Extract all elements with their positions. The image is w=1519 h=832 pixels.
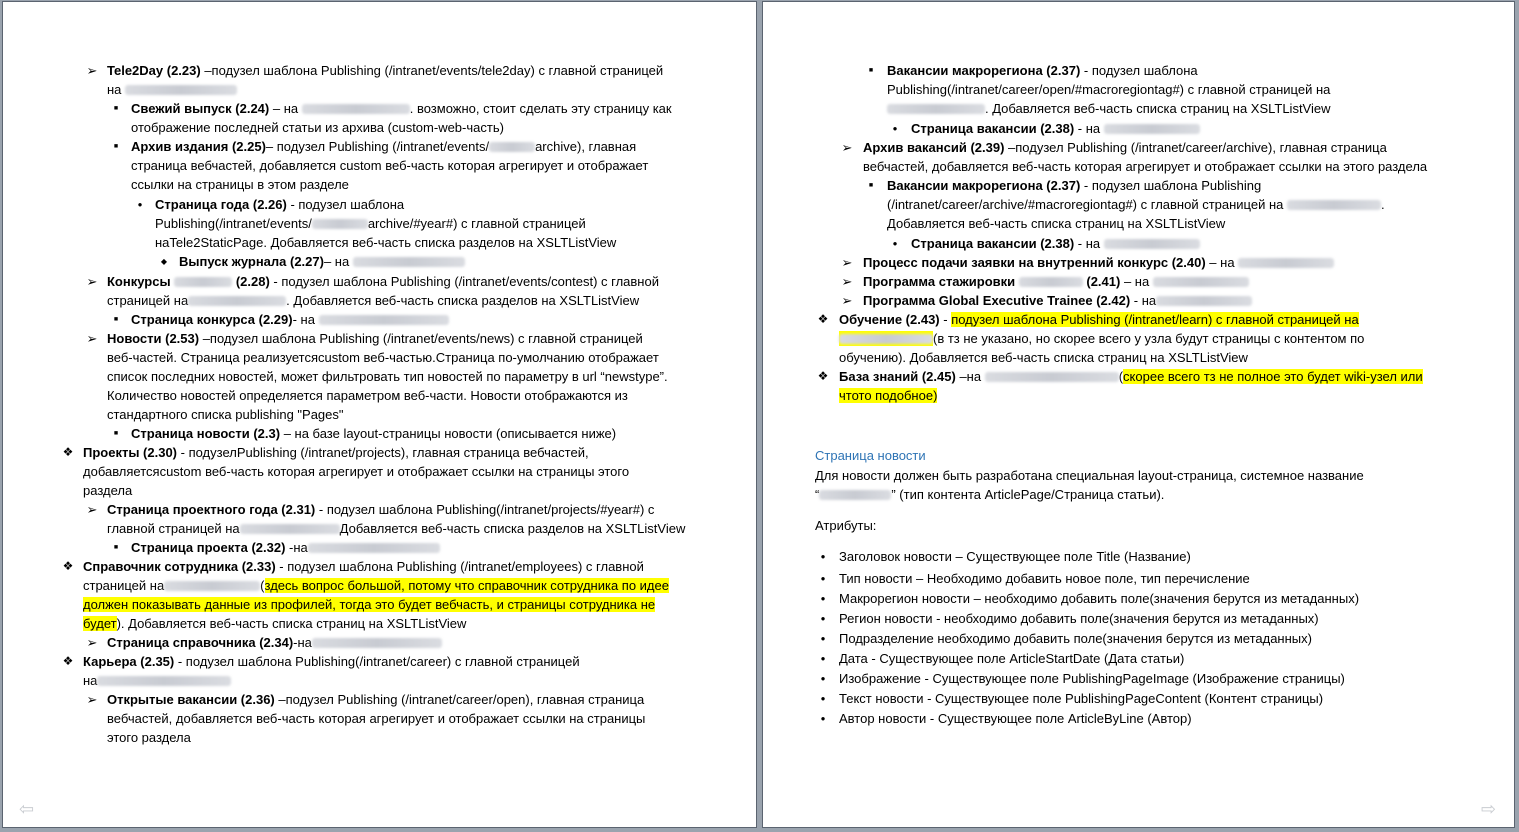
redacted-text	[887, 104, 985, 114]
redacted-text	[308, 543, 440, 553]
dot-bullet-icon	[816, 649, 830, 668]
redacted-text	[1156, 296, 1252, 306]
list-item-cont: будет). Добавляется веб-часть списка страниц на XSLTListView	[83, 616, 467, 631]
list-item-cont: отображение последней статьи из архива (custom-web-часть)	[131, 120, 504, 135]
dot-bullet-icon	[816, 669, 830, 688]
dot-bullet-icon	[816, 609, 830, 628]
redacted-text	[174, 277, 232, 287]
redacted-text	[1153, 277, 1249, 287]
list-item: Вакансии макрорегиона (2.37) - подузел шаблона	[887, 63, 1198, 78]
highlighted-text: здесь вопрос большой, потому что справочник сотрудника по идее	[264, 578, 669, 593]
dot-bullet-icon	[816, 689, 830, 708]
diamond-star-bullet-icon	[61, 557, 75, 576]
list-item-cont: ссылки на страницы в этом разделе	[131, 177, 349, 192]
list-item: Страница проектного года (2.31) - подузел шаблона Publishing(/intranet/projects/#year#) с	[107, 502, 655, 517]
list-item: Вакансии макрорегиона (2.37) - подузел шаблона Publishing	[887, 178, 1262, 193]
document-page-left	[2, 1, 757, 828]
list-item: Выпуск журнала (2.27)– на	[179, 252, 465, 271]
list-item-cont: добавляетсяcustom веб-часть которая агрегирует и отображает ссылки на страницы этого	[83, 464, 630, 479]
list-item-cont: страницей на . Добавляется веб-часть списка разделов на XSLTListView	[107, 293, 640, 308]
arrow-bullet-icon	[85, 272, 99, 292]
list-item: Регион новости - необходимо добавить поле(значения берутся из метаданных)	[839, 611, 1319, 626]
redacted-text	[188, 296, 286, 306]
arrow-bullet-icon	[840, 272, 854, 292]
document-page-right	[762, 1, 1515, 828]
list-item-cont: наTele2StaticPage. Добавляется веб-часть списка разделов на XSLTListView	[155, 235, 617, 250]
list-item-cont: веб-частей. Страница реализуетсяcustom веб-частью.Страница по-умолчанию отображает	[107, 350, 659, 365]
redacted-text	[164, 581, 260, 591]
diamond-star-bullet-icon	[61, 652, 75, 671]
list-item-cont: список последних новостей, может фильтровать тип новостей по параметру в url “newstype”.	[107, 369, 668, 384]
square-bullet-icon	[109, 137, 123, 156]
dot-bullet-icon	[888, 234, 902, 253]
list-item-cont: Publishing(/intranet/career/open/#macroregiontag#) с главной страницей на	[887, 82, 1331, 97]
list-item-cont: вебчастей, добавляется веб-часть которая агрегирует и отображает ссылки на этого раздела	[863, 159, 1428, 174]
section-heading: Страница новости	[815, 448, 926, 463]
redacted-text	[489, 142, 535, 152]
arrow-left-icon[interactable]: ⇦	[19, 799, 35, 819]
list-item: Страница проекта (2.32) -на	[131, 538, 440, 557]
list-item-cont: Publishing(/intranet/events/ archive/#year#) с главной страницей	[155, 216, 586, 231]
list-item: Страница года (2.26) - подузел шаблона	[155, 197, 405, 212]
list-item: Проекты (2.30) - подузелPublishing (/intranet/projects), главная страница вебчастей,	[83, 445, 589, 460]
square-bullet-icon	[109, 538, 123, 557]
arrow-bullet-icon	[85, 633, 99, 653]
redacted-text	[1104, 239, 1200, 249]
list-item-cont: страницей на (здесь вопрос большой, потому что справочник сотрудника по идее	[83, 578, 669, 593]
diamond-star-bullet-icon	[816, 367, 830, 386]
list-item: Программа Global Executive Trainee (2.42) - на	[863, 291, 1252, 310]
list-item: База знаний (2.45) –на (скорее всего тз не полное это будет wiki-узел или	[839, 369, 1423, 384]
redacted-text	[819, 490, 891, 500]
list-item: Программа стажировки (2.41) – на	[863, 272, 1249, 291]
list-item-cont: чтото подобное)	[839, 388, 938, 403]
highlighted-text: должен показывать данные из профилей, тогда это будет вебчасть, и страницы сотрудника не	[83, 597, 656, 612]
highlighted-text: подузел шаблона Publishing (/intranet/learn) с главной страницей на	[951, 312, 1359, 327]
list-item-cont: стандартного списка publishing "Pages"	[107, 407, 344, 422]
list-item-cont: . Добавляется веб-часть списка страниц на XSLTListView	[887, 99, 1331, 118]
highlighted-text: скорее всего тз не полное это будет wiki-узел или	[1123, 369, 1423, 384]
arrow-bullet-icon	[840, 138, 854, 158]
redacted-text	[319, 315, 449, 325]
arrow-bullet-icon	[85, 61, 99, 81]
list-item: Страница новости (2.3) – на базе layout-страницы новости (описывается ниже)	[131, 426, 617, 441]
dot-bullet-icon	[133, 195, 147, 214]
redacted-text	[97, 676, 231, 686]
redacted-text	[312, 638, 442, 648]
list-item: Страница справочника (2.34)-на	[107, 633, 442, 652]
list-item-cont: этого раздела	[107, 730, 191, 745]
highlighted-text	[839, 331, 933, 346]
list-item: Справочник сотрудника (2.33) - подузел шаблона Publishing (/intranet/employees) с главной	[83, 559, 644, 574]
list-item-cont: Добавляется веб-часть списка страниц на XSLTListView	[887, 216, 1226, 231]
redacted-text	[1287, 200, 1381, 210]
list-item: Архив вакансий (2.39) –подузел Publishing (/intranet/career/archive), главная страница	[863, 140, 1387, 155]
square-bullet-icon	[109, 310, 123, 329]
list-item-cont: на	[83, 671, 231, 690]
list-item: Открытые вакансии (2.36) –подузел Publishing (/intranet/career/open), главная страница	[107, 692, 645, 707]
list-item: Дата - Существующее поле ArticleStartDate (Дата статьи)	[839, 651, 1185, 666]
arrow-bullet-icon	[840, 253, 854, 273]
dot-bullet-icon	[816, 547, 830, 566]
list-item-cont: обучению). Добавляется веб-часть списка страниц на XSLTListView	[839, 350, 1248, 365]
list-item: Автор новости - Существующее поле ArticleByLine (Автор)	[839, 711, 1192, 726]
diamond-bullet-icon	[157, 252, 171, 271]
redacted-text	[125, 85, 237, 95]
dot-bullet-icon	[816, 569, 830, 588]
list-item: Изображение - Существующее поле PublishingPageImage (Изображение страницы)	[839, 671, 1345, 686]
redacted-text	[1019, 277, 1083, 287]
dot-bullet-icon	[816, 589, 830, 608]
diamond-star-bullet-icon	[816, 310, 830, 329]
redacted-text	[1104, 124, 1200, 134]
list-item: Страница вакансии (2.38) - на	[911, 119, 1200, 138]
list-item: Страница конкурса (2.29)- на	[131, 310, 449, 329]
redacted-text	[839, 334, 933, 344]
list-item: Страница вакансии (2.38) - на	[911, 234, 1200, 253]
list-item-cont: Количество новостей определяется параметром веб-части. Новости отображаются из	[107, 388, 628, 403]
list-item: Архив издания (2.25)– подузел Publishing (/intranet/events/ archive), главная	[131, 139, 637, 154]
list-item: Свежий выпуск (2.24) – на . возможно, стоит сделать эту страницу как	[131, 101, 672, 116]
list-item: Конкурсы (2.28) - подузел шаблона Publishing (/intranet/events/contest) с главной	[107, 274, 659, 289]
list-item: Текст новости - Существующее поле PublishingPageContent (Контент страницы)	[839, 691, 1324, 706]
list-item: Tele2Day (2.23) –подузел шаблона Publishing (/intranet/events/tele2day) с главной страницей	[107, 63, 664, 78]
list-item-cont: вебчастей, добавляется веб-часть которая агрегирует и отображает ссылки на страницы	[107, 711, 646, 726]
list-item: Заголовок новости – Существующее поле Title (Название)	[839, 549, 1191, 564]
list-item-cont	[83, 595, 655, 614]
list-item-cont: раздела	[83, 483, 133, 498]
dot-bullet-icon	[816, 629, 830, 648]
arrow-bullet-icon	[840, 291, 854, 311]
arrow-right-icon[interactable]: ⇨	[1481, 799, 1497, 819]
attributes-label: Атрибуты:	[815, 518, 877, 533]
list-item-cont: главной страницей на Добавляется веб-часть списка разделов на XSLTListView	[107, 521, 686, 536]
list-item: Макрорегион новости – необходимо добавить поле(значения берутся из метаданных)	[839, 591, 1360, 606]
list-item: Новости (2.53) –подузел шаблона Publishing (/intranet/events/news) с главной страницей	[107, 331, 643, 346]
arrow-bullet-icon	[85, 690, 99, 710]
arrow-bullet-icon	[85, 329, 99, 349]
square-bullet-icon	[864, 176, 878, 195]
paragraph: Для новости должен быть разработана специальная layout-страница, системное название	[815, 468, 1364, 483]
list-item: Карьера (2.35) - подузел шаблона Publishing(/intranet/career) с главной страницей	[83, 654, 580, 669]
square-bullet-icon	[109, 99, 123, 118]
diamond-star-bullet-icon	[61, 443, 75, 462]
highlighted-text: будет	[83, 616, 117, 631]
redacted-text	[985, 372, 1119, 382]
dot-bullet-icon	[816, 709, 830, 728]
redacted-text	[353, 257, 465, 267]
list-item: Тип новости – Необходимо добавить новое поле, тип перечисление	[839, 571, 1250, 586]
redacted-text	[1238, 258, 1334, 268]
arrow-bullet-icon	[85, 500, 99, 520]
list-item-cont: (/intranet/career/archive/#macroregiontag#) с главной страницей на .	[887, 197, 1385, 212]
paragraph: “ ” (тип контента ArticlePage/Страница статьи).	[815, 487, 1165, 502]
list-item-cont: (в тз не указано, но скорее всего у узла будут страницы с контентом по	[839, 329, 1364, 348]
dot-bullet-icon	[888, 119, 902, 138]
list-item: Процесс подачи заявки на внутренний конкурс (2.40) – на	[863, 253, 1334, 272]
square-bullet-icon	[864, 61, 878, 80]
list-item-cont: страница вебчастей, добавляется custom веб-часть которая агрегирует и отображает	[131, 158, 649, 173]
list-item-cont: на	[107, 80, 237, 99]
redacted-text	[302, 104, 410, 114]
list-item: Подразделение необходимо добавить поле(значения берутся из метаданных)	[839, 631, 1312, 646]
square-bullet-icon	[109, 424, 123, 443]
list-item: Обучение (2.43) - подузел шаблона Publishing (/intranet/learn) с главной страницей на	[839, 312, 1359, 327]
highlighted-text: чтото подобное	[839, 388, 934, 403]
redacted-text	[312, 219, 368, 229]
redacted-text	[240, 524, 340, 534]
